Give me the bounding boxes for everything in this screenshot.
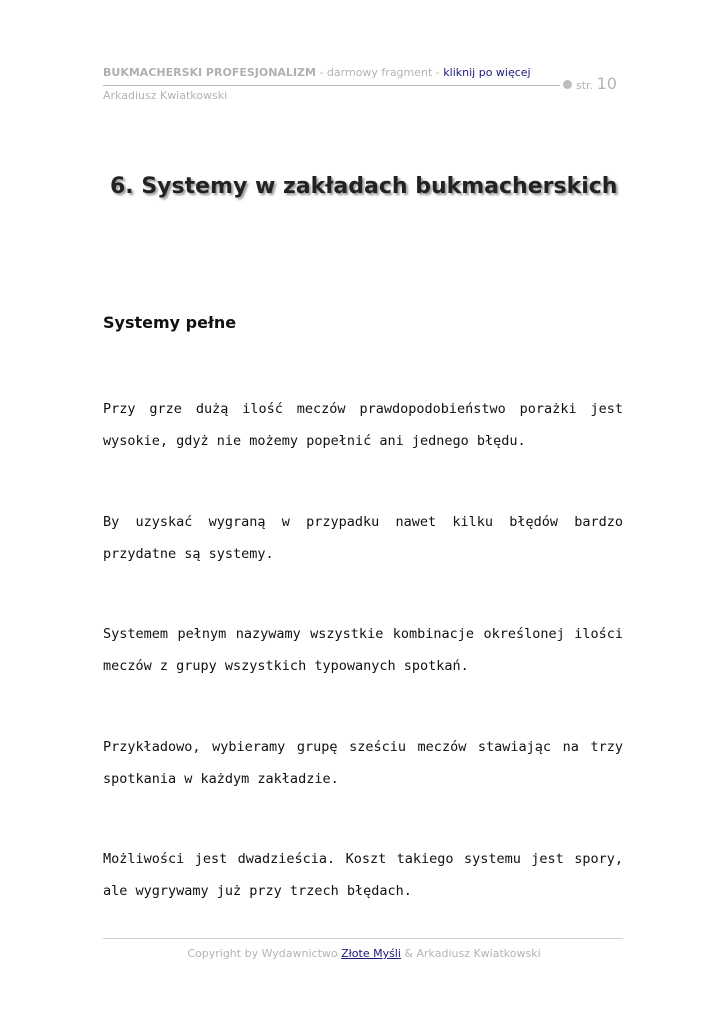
header-author: Arkadiusz Kwiatkowski [103, 89, 228, 102]
header-brand: BUKMACHERSKI PROFESJONALIZM [103, 66, 316, 79]
header-separator: - [315, 66, 327, 79]
header-divider [103, 85, 560, 86]
header-separator: - [432, 66, 444, 79]
section-title: Systemy pełne [103, 313, 237, 332]
paragraph: Możliwości jest dwadzieścia. Koszt takiego systemu jest spory, ale wygrywamy już przy trzech błędach. [103, 851, 623, 899]
paragraph: By uzyskać wygraną w przypadku nawet kilku błędów bardzo przydatne są systemy. [103, 514, 623, 562]
footer-divider [103, 938, 623, 939]
more-link[interactable]: kliknij po więcej [443, 66, 531, 79]
publisher-link[interactable]: Złote Myśli [341, 947, 401, 960]
header-title-line [103, 66, 623, 79]
page-header [103, 66, 623, 102]
page-prefix: str. [576, 79, 594, 92]
paragraph: Przy grze dużą ilość meczów prawdopodobieństwo porażki jest wysokie, gdyż nie możemy popełnić ani jednego błędu. [103, 401, 623, 449]
bullet-dot-icon [563, 80, 572, 89]
page-footer [0, 947, 728, 960]
footer-copyright: Copyright by Wydawnictwo [187, 947, 342, 960]
page-number [576, 74, 617, 93]
paragraph: Systemem pełnym nazywamy wszystkie kombinacje określonej ilości meczów z grupy wszystkich typowanych spotkań. [103, 626, 623, 674]
page-number-value: 10 [596, 74, 617, 93]
chapter-title: 6. Systemy w zakładach bukmacherskich [110, 174, 618, 199]
paragraph: Przykładowo, wybieramy grupę sześciu meczów stawiając na trzy spotkania w każdym zakładzie. [103, 739, 623, 787]
footer-author: & Arkadiusz Kwiatkowski [400, 947, 541, 960]
header-fragment-label: darmowy fragment [326, 66, 433, 79]
